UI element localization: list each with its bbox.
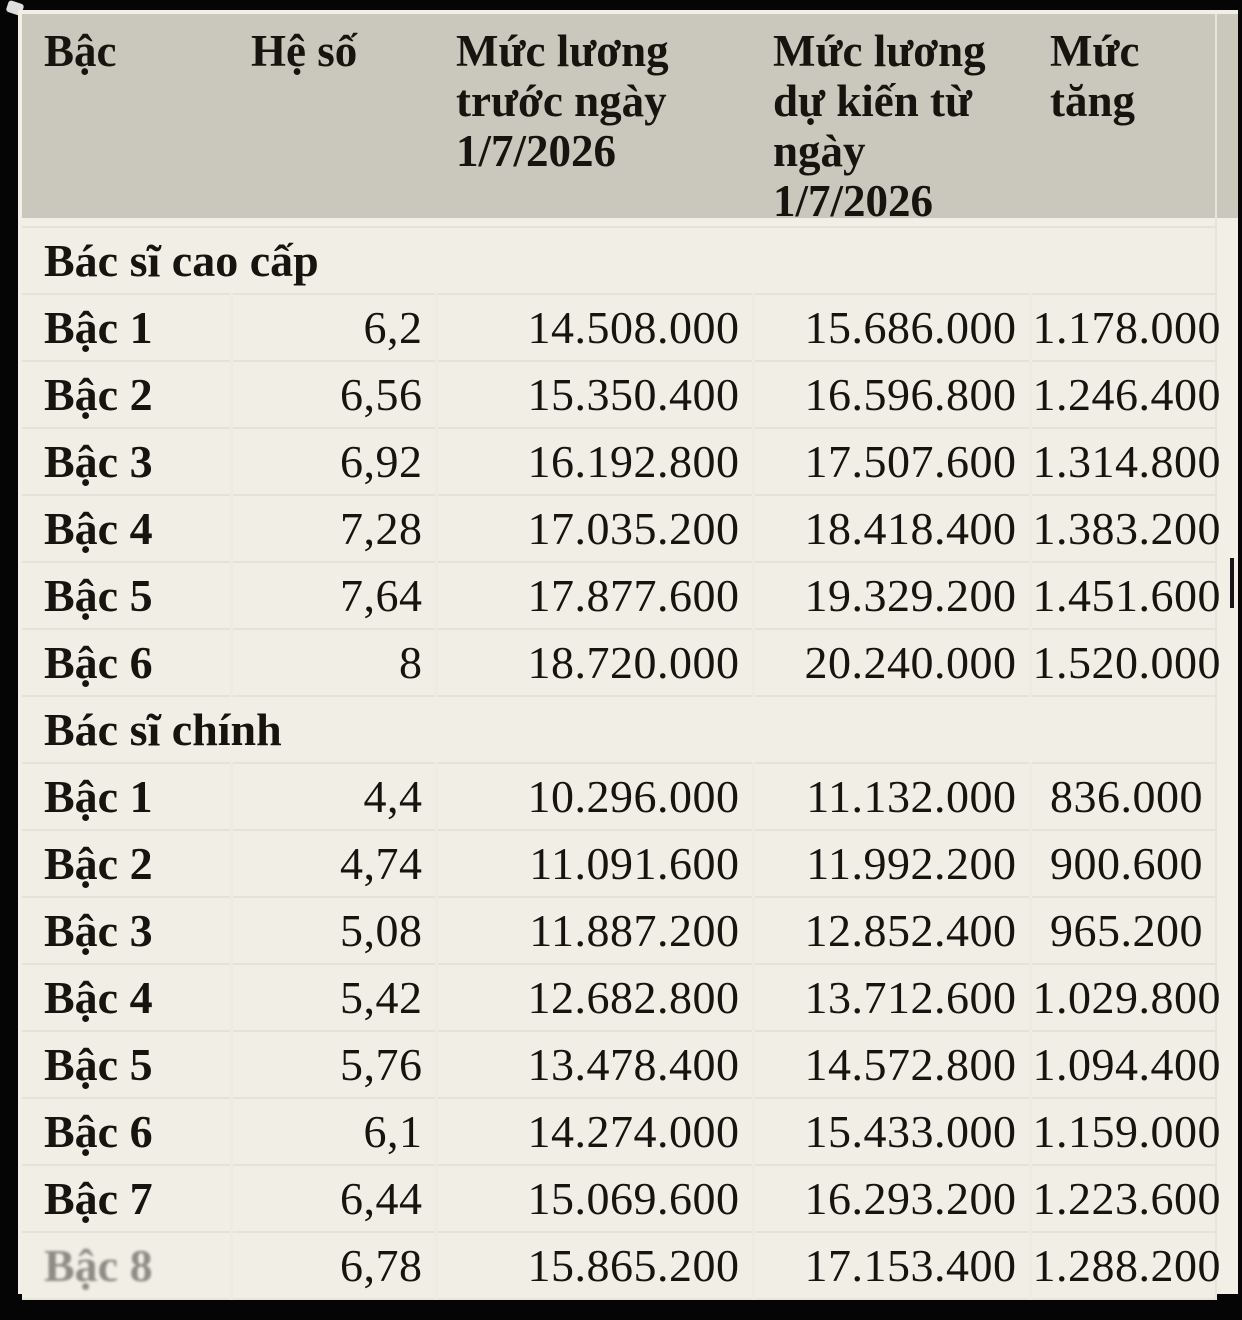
cell-after: 12.852.400 — [753, 897, 1030, 964]
cell-after: 11.132.000 — [753, 763, 1030, 830]
table-row — [22, 1165, 1216, 1232]
cell-before: 15.350.400 — [436, 361, 753, 428]
table-row — [22, 830, 1216, 897]
cell-before: 12.682.800 — [436, 964, 753, 1031]
cell-before: 13.478.400 — [436, 1031, 753, 1098]
cell-before: 11.091.600 — [436, 830, 753, 897]
cell-coef: 8 — [231, 629, 436, 696]
cell-coef: 4,4 — [231, 763, 436, 830]
cell-after: 15.686.000 — [753, 294, 1030, 361]
cell-level: Bậc 1 — [22, 763, 231, 830]
cell-before: 14.508.000 — [436, 294, 753, 361]
cell-increase: 965.200 — [1030, 897, 1216, 964]
cell-coef: 5,08 — [231, 897, 436, 964]
cell-before: 15.865.200 — [436, 1232, 753, 1299]
cell-level: Bậc 7 — [22, 1165, 231, 1232]
cell-coef: 5,76 — [231, 1031, 436, 1098]
cell-increase: 1.223.600 — [1030, 1165, 1216, 1232]
cell-increase: 1.520.000 — [1030, 629, 1216, 696]
cell-after: 15.433.000 — [753, 1098, 1030, 1165]
cell-coef: 7,28 — [231, 495, 436, 562]
salary-table — [22, 14, 1221, 1300]
cell-increase: 1.159.000 — [1030, 1098, 1216, 1165]
table-row — [22, 562, 1216, 629]
cell-level: Bậc 1 — [22, 294, 231, 361]
cell-increase: 1.246.400 — [1030, 361, 1216, 428]
table-row — [22, 629, 1216, 696]
column-header-level: Bậc — [44, 26, 117, 76]
column-header-salary-before: Mức lương trước ngày 1/7/2026 — [456, 26, 669, 176]
cell-level: Bậc 3 — [22, 897, 231, 964]
cell-after: 17.153.400 — [753, 1232, 1030, 1299]
cell-increase: 1.451.600 — [1030, 562, 1216, 629]
table-row — [22, 428, 1216, 495]
cell-level — [22, 1232, 231, 1299]
cell-increase: 1.288.200 — [1030, 1232, 1216, 1299]
header-row — [22, 14, 1216, 227]
cell-level: Bậc 2 — [22, 830, 231, 897]
faded-level-label: Bậc 8 — [44, 1240, 153, 1291]
table-photo — [18, 10, 1238, 1294]
cell-coef: 5,42 — [231, 964, 436, 1031]
table-row — [22, 1031, 1216, 1098]
cell-after: 16.596.800 — [753, 361, 1030, 428]
section-title: Bác sĩ chính — [22, 696, 1216, 763]
table-row — [22, 294, 1216, 361]
cell-before: 17.877.600 — [436, 562, 753, 629]
cell-coef: 6,1 — [231, 1098, 436, 1165]
cell-before: 11.887.200 — [436, 897, 753, 964]
cell-after: 18.418.400 — [753, 495, 1030, 562]
cell-coef: 6,56 — [231, 361, 436, 428]
cell-increase: 836.000 — [1030, 763, 1216, 830]
cell-level: Bậc 4 — [22, 964, 231, 1031]
column-header-coefficient: Hệ số — [251, 26, 358, 76]
cell-increase: 1.029.800 — [1030, 964, 1216, 1031]
table-row — [22, 361, 1216, 428]
cell-level: Bậc 3 — [22, 428, 231, 495]
cell-coef: 6,92 — [231, 428, 436, 495]
cell-before: 10.296.000 — [436, 763, 753, 830]
cell-coef: 7,64 — [231, 562, 436, 629]
section-title: Bác sĩ cao cấp — [22, 227, 1216, 294]
cell-after: 13.712.600 — [753, 964, 1030, 1031]
cell-increase: 1.383.200 — [1030, 495, 1216, 562]
cell-level: Bậc 5 — [22, 562, 231, 629]
cell-after: 14.572.800 — [753, 1031, 1030, 1098]
cell-coef: 6,78 — [231, 1232, 436, 1299]
text-cursor — [1230, 558, 1234, 608]
cell-increase: 900.600 — [1030, 830, 1216, 897]
table-row — [22, 495, 1216, 562]
section-row — [22, 227, 1216, 294]
section-row — [22, 696, 1216, 763]
cell-coef: 6,2 — [231, 294, 436, 361]
cell-before: 18.720.000 — [436, 629, 753, 696]
cell-before: 16.192.800 — [436, 428, 753, 495]
cell-increase: 1.314.800 — [1030, 428, 1216, 495]
cell-after: 11.992.200 — [753, 830, 1030, 897]
cell-level: Bậc 6 — [22, 629, 231, 696]
column-header-increase: Mức tăng — [1050, 26, 1140, 126]
cell-increase: 1.178.000 — [1030, 294, 1216, 361]
cell-increase: 1.094.400 — [1030, 1031, 1216, 1098]
table-row — [22, 964, 1216, 1031]
cell-level: Bậc 6 — [22, 1098, 231, 1165]
cell-level: Bậc 5 — [22, 1031, 231, 1098]
cell-before: 14.274.000 — [436, 1098, 753, 1165]
table-row — [22, 1098, 1216, 1165]
table-row — [22, 1232, 1216, 1299]
cell-after: 19.329.200 — [753, 562, 1030, 629]
column-header-salary-after: Mức lương dự kiến từ ngày 1/7/2026 — [773, 26, 986, 226]
cell-coef: 4,74 — [231, 830, 436, 897]
cell-coef: 6,44 — [231, 1165, 436, 1232]
cell-level: Bậc 2 — [22, 361, 231, 428]
table-row — [22, 763, 1216, 830]
cell-level: Bậc 4 — [22, 495, 231, 562]
cell-before: 15.069.600 — [436, 1165, 753, 1232]
cell-after: 16.293.200 — [753, 1165, 1030, 1232]
table-row — [22, 897, 1216, 964]
cell-after: 17.507.600 — [753, 428, 1030, 495]
cell-after: 20.240.000 — [753, 629, 1030, 696]
cell-before: 17.035.200 — [436, 495, 753, 562]
